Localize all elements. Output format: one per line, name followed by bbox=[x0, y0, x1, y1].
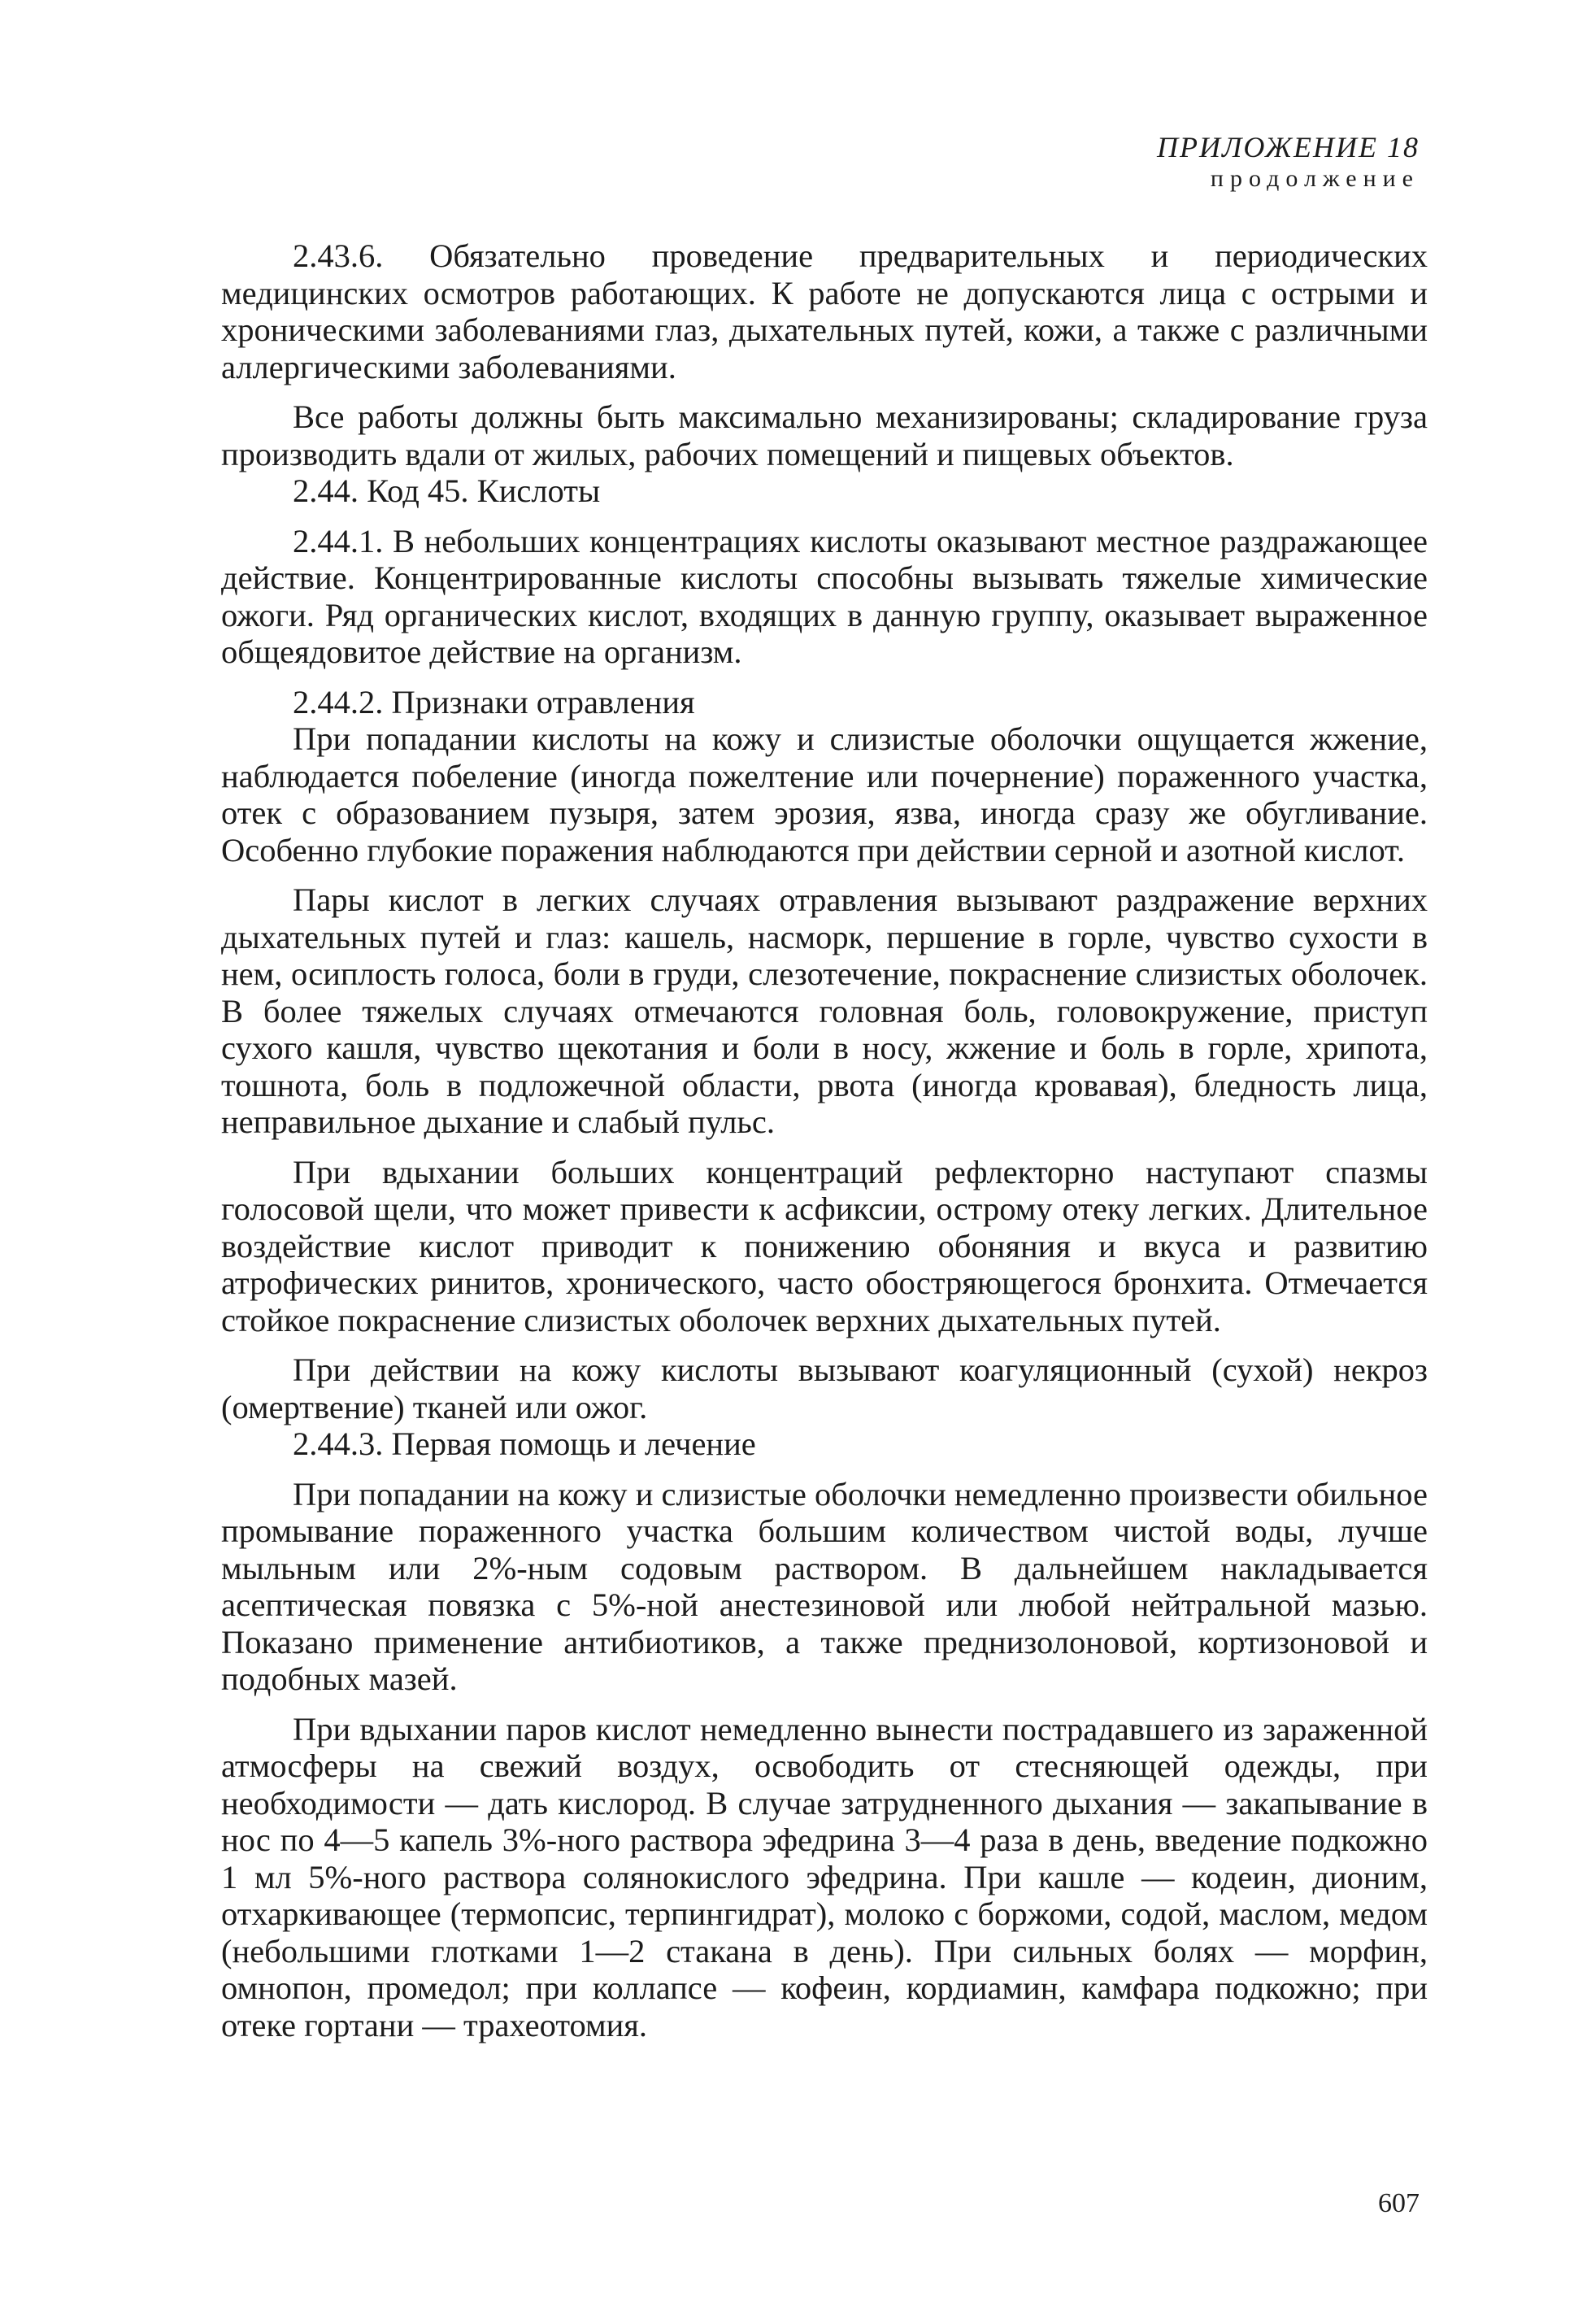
paragraph-2-43-6: 2.43.6. Обязательно проведение предварительных и периодических медицинских осмотров работающих. К работе не допускаются лица с острыми и хроническими заболеваниями глаз, дыхательных путей, кожи, а также с различными аллергическими заболеваниями. bbox=[221, 237, 1428, 385]
paragraph-skin-contact: При попадании кислоты на кожу и слизистые оболочки ощущается жжение, наблюдается побеление (иногда пожелтение или почернение) пораженного участка, отек с образованием пузыря, затем эрозия, язва, иногда сразу же обугливание. Особенно глубокие поражения наблюдаются при действии серной и азотной кислот. bbox=[221, 720, 1428, 868]
appendix-title: ПРИЛОЖЕНИЕ 18 bbox=[1157, 131, 1420, 163]
paragraph-skin-necrosis: При действии на кожу кислоты вызывают коагуляционный (сухой) некроз (омертвение) тканей или ожог. bbox=[221, 1351, 1428, 1425]
page-header bbox=[1157, 130, 1420, 194]
paragraph-high-concentration: При вдыхании больших концентраций рефлекторно наступают спазмы голосовой щели, что может привести к асфиксии, острому отеку легких. Длительное воздействие кислот приводит к понижению обоняния и вкуса и развитию атрофических ринитов, хронического, часто обостряющегося бронхита. Отмечается стойкое покраснение слизистых оболочек верхних дыхательных путей. bbox=[221, 1153, 1428, 1338]
paragraph-2-44-1: 2.44.1. В небольших концентрациях кислоты оказывают местное раздражающее действие. Концентрированные кислоты способны вызывать тяжелые химические ожоги. Ряд органических кислот, входящих в данную группу, оказывает выраженное общеядовитое действие на организм. bbox=[221, 522, 1428, 670]
paragraph-first-aid-skin: При попадании на кожу и слизистые оболочки немедленно произвести обильное промывание пораженного участка большим количеством чистой воды, лучше мыльным или 2%-ным содовым раствором. В дальнейшем накладывается асептическая повязка с 5%-ной анестезиновой или любой нейтральной мазью. Показано применение антибиотиков, а также преднизолоновой, кортизоновой и подобных мазей. bbox=[221, 1475, 1428, 1697]
subheading-2-44-2: 2.44.2. Признаки отравления bbox=[293, 683, 695, 720]
continuation-label: продолжение bbox=[1210, 165, 1420, 192]
paragraph-vapors: Пары кислот в легких случаях отравления вызывают раздражение верхних дыхательных путей и глаз: кашель, насморк, першение в горле, чувство сухости в нем, осиплость голоса, боли в груди, слезотечение, покраснение слизистых оболочек. В более тяжелых случаях отмечаются головная боль, головокружение, приступ сухого кашля, чувство щекотания и боли в носу, жжение и боль в горле, хрипота, тошнота, боль в подложечной области, рвота (иногда кровавая), бледность лица, неправильное дыхание и слабый пульс. bbox=[221, 881, 1428, 1140]
section-heading-2-44: 2.44. Код 45. Кислоты bbox=[293, 472, 601, 509]
page-number: 607 bbox=[1378, 2188, 1420, 2218]
paragraph-mechanization: Все работы должны быть максимально механизированы; складирование груза производить вдали от жилых, рабочих помещений и пищевых объектов. bbox=[221, 398, 1428, 472]
document-body bbox=[221, 237, 1428, 2043]
paragraph-first-aid-inhalation: При вдыхании паров кислот немедленно вынести пострадавшего из зараженной атмосферы на свежий воздух, освободить от стесняющей одежды, при необходимости — дать кислород. В случае затрудненного дыхания — закапывание в нос по 4—5 капель 3%-ного раствора эфедрина 3—4 раза в день, введение подкожно 1 мл 5%-ного раствора солянокислого эфедрина. При кашле — кодеин, дионим, отхаркивающее (термопсис, терпингидрат), молоко с боржоми, содой, маслом, медом (небольшими глотками 1—2 стакана в день). При сильных болях — морфин, омнопон, промедол; при коллапсе — кофеин, кордиамин, камфара подкожно; при отеке гортани — трахеотомия. bbox=[221, 1710, 1428, 2043]
subheading-2-44-3: 2.44.3. Первая помощь и лечение bbox=[293, 1425, 756, 1462]
